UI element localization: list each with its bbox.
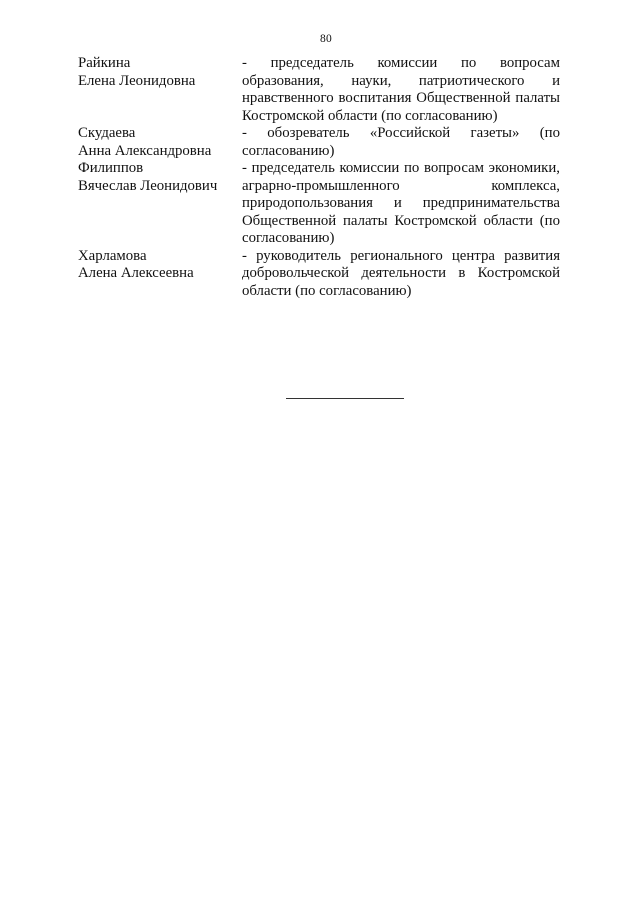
member-entry (78, 160, 560, 248)
member-given-names: Елена Леонидовна (78, 72, 196, 89)
member-entry (78, 55, 560, 125)
member-name (78, 248, 242, 283)
member-surname: Скудаева (78, 125, 136, 141)
member-role: - обозреватель «Российской газеты» (по согласованию) (242, 125, 560, 159)
member-list (78, 55, 560, 300)
member-name (78, 125, 242, 160)
page-number: 80 (320, 33, 332, 45)
end-separator-line (286, 398, 404, 399)
member-surname: Филиппов (78, 160, 144, 176)
member-name (78, 55, 242, 90)
member-given-names: Вячеслав Леонидович (78, 177, 218, 194)
member-surname: Райкина (78, 55, 131, 71)
member-given-names: Алена Алексеевна (78, 265, 194, 281)
member-given-names: Анна Александровна (78, 142, 212, 159)
member-entry (78, 248, 560, 301)
member-role: - руководитель регионального центра развития добровольческой деятельности в Костромской области (по согласованию) (242, 247, 560, 299)
member-surname: Харламова (78, 247, 147, 264)
member-role: - председатель комиссии по вопросам образования, науки, патриотического и нравственного воспитания Общественной палаты Костромской области (по согласованию) (242, 55, 560, 124)
member-name (78, 160, 242, 195)
member-entry (78, 125, 560, 160)
member-role: - председатель комиссии по вопросам экономики, аграрно-промышленного комплекса, природопользования и предпринимательства Общественной палаты Костромской области (по согласованию) (242, 160, 560, 246)
